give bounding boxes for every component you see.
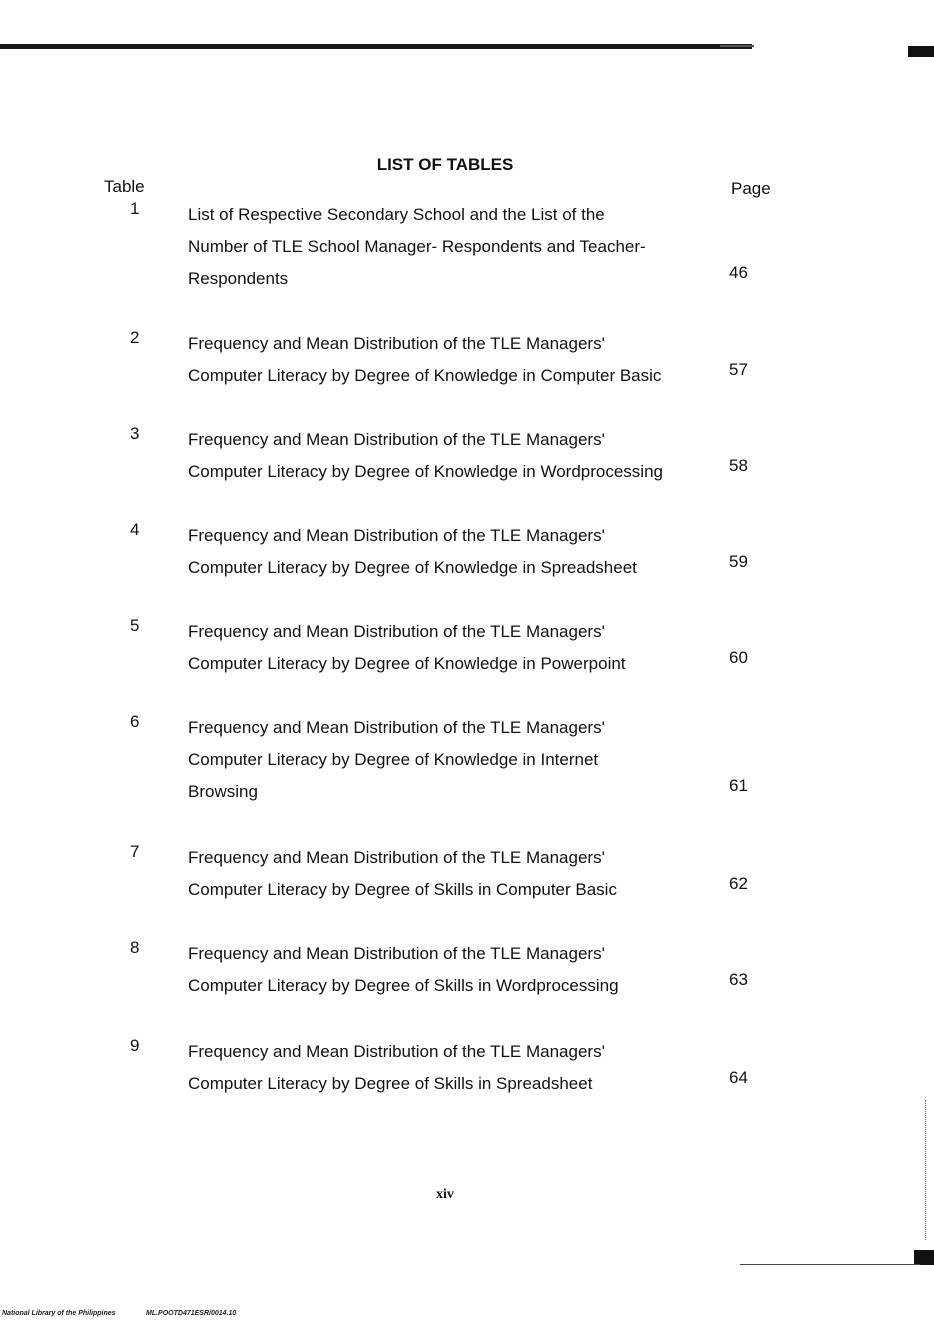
page-title: LIST OF TABLES	[376, 155, 514, 174]
entry-caption-line: Computer Literacy by Degree of Knowledge in Spreadsheet	[188, 558, 637, 577]
entry-caption-line: Computer Literacy by Degree of Skills in Wordprocessing	[188, 976, 619, 995]
entry-number: 3	[130, 424, 140, 443]
entry-caption-line: Computer Literacy by Degree of Skills in Spreadsheet	[188, 1074, 593, 1093]
entry-number: 8	[130, 938, 140, 957]
entry-caption	[188, 328, 661, 392]
entry-caption	[188, 424, 663, 488]
entry-number: 5	[130, 616, 140, 635]
entry-caption-line: Computer Literacy by Degree of Knowledge in Internet	[188, 750, 599, 769]
footer-document-id: ML.POOTD471ESR/0014.10	[146, 1310, 237, 1317]
scan-artifact-bottom-block	[914, 1250, 934, 1265]
entry-caption	[188, 1036, 605, 1100]
table-column-header: Table	[104, 177, 145, 196]
entry-number: 9	[130, 1036, 140, 1055]
scan-artifact-top-dash	[720, 45, 754, 47]
entry-page-number: 46	[729, 263, 748, 282]
entry-caption-line: Frequency and Mean Distribution of the TLE Managers'	[188, 848, 605, 867]
entry-caption-line: Browsing	[188, 782, 258, 801]
entry-number: 7	[130, 842, 140, 861]
entry-caption-line: Frequency and Mean Distribution of the TLE Managers'	[188, 718, 605, 737]
entry-number: 6	[130, 712, 140, 731]
page-number: xiv	[436, 1187, 454, 1202]
entry-caption-line: Frequency and Mean Distribution of the TLE Managers'	[188, 622, 605, 641]
scan-artifact-bottom-line	[740, 1264, 920, 1265]
entry-number: 1	[130, 199, 140, 218]
entry-page-number: 59	[729, 552, 748, 571]
entry-caption-line: Computer Literacy by Degree of Knowledge in Powerpoint	[188, 654, 626, 673]
entry-caption-line: Frequency and Mean Distribution of the TLE Managers'	[188, 430, 605, 449]
entry-caption	[188, 616, 626, 680]
entry-caption-line: Frequency and Mean Distribution of the TLE Managers'	[188, 334, 605, 353]
entry-page-number: 64	[729, 1068, 748, 1087]
entry-page-number: 61	[729, 776, 748, 795]
entry-caption-line: List of Respective Secondary School and the List of the	[188, 205, 605, 224]
entry-page-number: 60	[729, 648, 748, 667]
entry-number: 2	[130, 328, 140, 347]
entry-page-number: 58	[729, 456, 748, 475]
entry-caption-line: Computer Literacy by Degree of Knowledge in Wordprocessing	[188, 462, 663, 481]
scan-artifact-right-block	[908, 46, 934, 57]
scan-artifact-top-bar	[0, 44, 752, 49]
entry-page-number: 57	[729, 360, 748, 379]
entry-caption-line: Frequency and Mean Distribution of the TLE Managers'	[188, 944, 605, 963]
entry-caption	[188, 712, 605, 808]
entry-caption	[188, 520, 637, 584]
page-column-header: Page	[731, 179, 771, 198]
entry-page-number: 62	[729, 874, 748, 893]
entry-caption	[188, 199, 646, 295]
footer-library-stamp: National Library of the Philippines	[2, 1310, 116, 1317]
entry-caption-line: Frequency and Mean Distribution of the TLE Managers'	[188, 526, 605, 545]
entry-caption-line: Computer Literacy by Degree of Skills in Computer Basic	[188, 880, 617, 899]
entry-number: 4	[130, 520, 140, 539]
scan-artifact-right-dots	[923, 1100, 926, 1240]
entry-caption-line: Frequency and Mean Distribution of the TLE Managers'	[188, 1042, 605, 1061]
entry-caption	[188, 938, 619, 1002]
entry-caption	[188, 842, 617, 906]
entry-page-number: 63	[729, 970, 748, 989]
entry-caption-line: Respondents	[188, 269, 289, 288]
entry-caption-line: Number of TLE School Manager- Respondents and Teacher-	[188, 237, 646, 256]
entry-caption-line: Computer Literacy by Degree of Knowledge in Computer Basic	[188, 366, 662, 385]
